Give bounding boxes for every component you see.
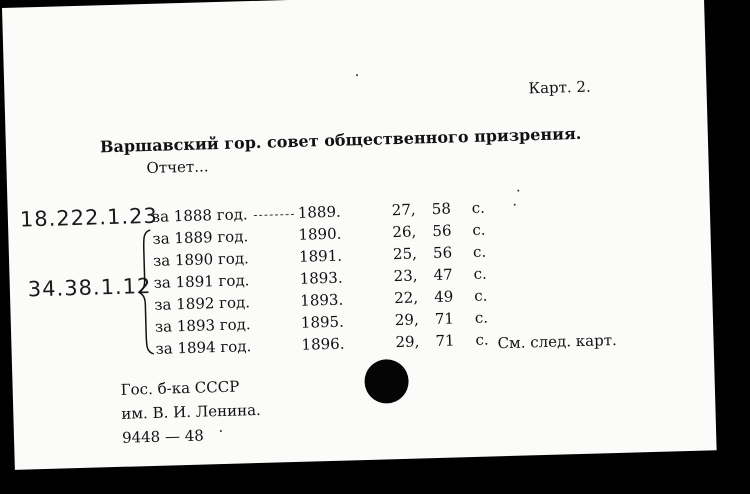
pages-suffix: с. — [471, 198, 486, 217]
see-next-card: См. след. карт. — [497, 330, 618, 353]
report-year: за 1894 год. — [155, 337, 252, 358]
speck — [220, 430, 222, 432]
report-year: за 1891 год. — [153, 271, 250, 292]
vol-number: 29, — [395, 332, 420, 352]
pub-year: 1895. — [300, 312, 345, 332]
report-year: за 1888 год. — [151, 205, 248, 226]
pub-year: 1891. — [298, 246, 343, 266]
stamp-line: 9448 — 48 — [121, 426, 205, 447]
card-number: Карт. 2. — [528, 77, 591, 98]
page-count: 56 — [432, 243, 453, 263]
shelfmark-handwritten: 18.222.1.23 — [19, 203, 159, 232]
page-count: 71 — [435, 331, 455, 351]
stamp-line: Гос. б-ка СССР — [120, 377, 240, 399]
vol-number: 27, — [391, 200, 416, 220]
punch-hole — [364, 359, 409, 404]
page-count: 49 — [433, 287, 454, 307]
report-year: за 1890 год. — [152, 249, 250, 270]
report-year: за 1889 год. — [152, 227, 249, 248]
catalog-card — [2, 0, 717, 470]
card-subheading: Отчет... — [146, 157, 209, 178]
vol-number: 29, — [394, 310, 419, 330]
vol-number: 26, — [392, 222, 417, 242]
speck — [356, 74, 358, 76]
speck — [517, 190, 519, 192]
vol-number: 25, — [392, 244, 418, 264]
card-heading: Варшавский гор. совет общественного призрения. — [99, 123, 582, 157]
pages-suffix: с. — [472, 242, 487, 261]
pages-suffix: с. — [474, 308, 489, 327]
speck — [514, 204, 516, 206]
pages-suffix: с. — [475, 330, 489, 349]
page-count: 56 — [432, 221, 452, 241]
pub-year: 1893. — [300, 290, 344, 310]
vol-number: 22, — [394, 288, 419, 308]
page-count: 58 — [431, 199, 452, 219]
pub-year: 1893. — [299, 268, 343, 288]
pub-year: 1896. — [301, 334, 345, 354]
report-year: за 1892 год. — [154, 293, 251, 314]
stamp-line: им. В. И. Ленина. — [121, 400, 262, 423]
report-year: за 1893 год. — [154, 315, 251, 336]
pages-suffix: с. — [473, 286, 488, 305]
pub-year: 1890. — [298, 224, 342, 244]
pub-year: 1889. — [297, 202, 342, 222]
shelfmark-handwritten: 34.38.1.12 — [27, 273, 152, 302]
page-count: 71 — [434, 309, 455, 329]
vol-number: 23, — [393, 266, 418, 286]
page-count: 47 — [433, 265, 453, 285]
pages-suffix: с. — [473, 264, 488, 283]
pages-suffix: с. — [472, 220, 486, 239]
